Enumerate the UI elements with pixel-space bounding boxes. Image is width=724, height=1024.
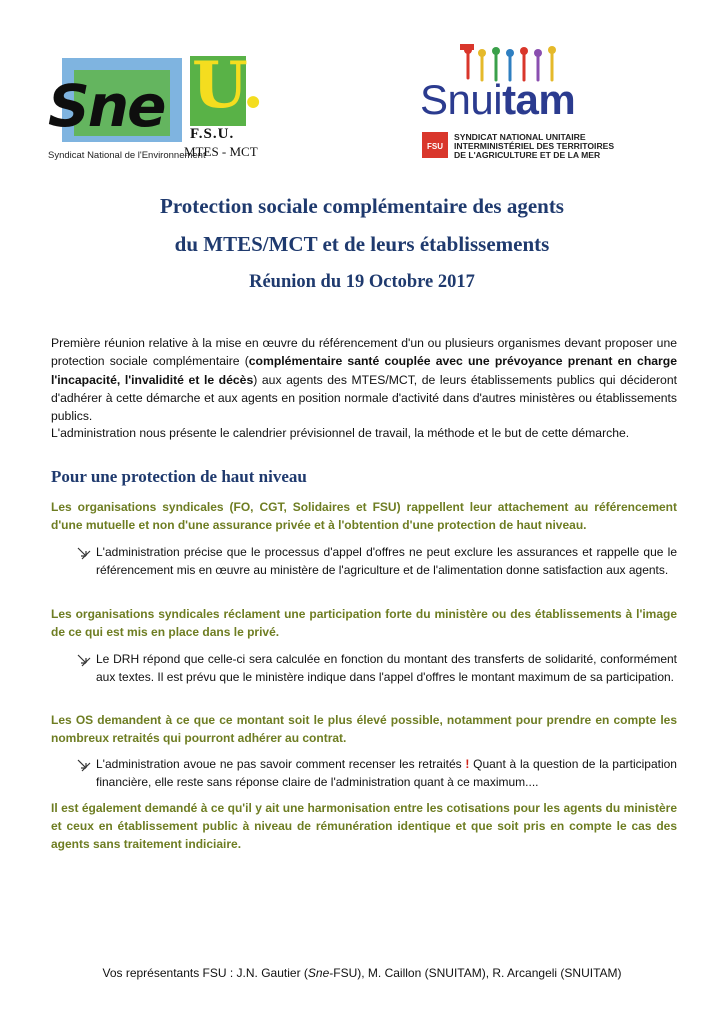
ministry-label: MTES - MCT — [184, 144, 258, 159]
arrow-bullet-icon — [76, 757, 92, 773]
u-emblem — [184, 48, 265, 126]
u-letter: U. — [192, 48, 265, 123]
fsu-label: F.S.U. — [190, 126, 235, 142]
fsu-badge-icon — [422, 132, 448, 158]
snuitam-line2: INTERMINISTÉRIEL DES TERRITOIRES — [454, 141, 615, 151]
representatives-footer: Vos représentants FSU : J.N. Gautier (Sne-FSU), M. Caillon (SNUITAM), R. Arcangeli (SNUITAM) — [102, 966, 622, 980]
intro-paragraph-2: L'administration nous présente le calendrier prévisionnel de travail, la méthode et le but de cette démarche. — [51, 426, 630, 440]
union-claim-1: Les organisations syndicales (FO, CGT, Solidaires et FSU) rappellent leur attachement au référencement d'une mutuelle et non d'une assurance privée et à l'obtention d'une protection de haut niveau. — [51, 500, 677, 533]
union-claim-3: Les OS demandent à ce que ce montant soit le plus élevé possible, notamment pour prendre en compte les nombreux retraités qui pourront adhérer au contrat. — [51, 713, 677, 746]
sne-fsu-logo — [48, 48, 265, 168]
document-title-line2: du MTES/MCT et de leurs établissements — [174, 232, 550, 256]
union-claim-2: Les organisations syndicales réclament une participation forte du ministère ou des établissements à l'image de ce qui est mis en place dans le privé. — [51, 607, 677, 640]
intro-paragraph: Première réunion relative à la mise en œuvre du référencement d'un ou plusieurs organismes devant proposer une protection sociale complémentaire (complémentaire santé couplée avec une prévoyance prenant en charge l'incapacité, l'invalidité et le décès) aux agents des MTES/MCT, de leurs établissements publics qui décideront d'adhérer à cette démarche et aux agents en position normale d'activité dans d'autres ministères ou établissements publics. — [51, 336, 678, 424]
administration-response-3: L'administration avoue ne pas savoir comment recenser les retraités ! Quant à la question de la participation financière, elle reste sans réponse claire de l'administration quant à ce maximum.... — [96, 757, 677, 790]
document-title-line1: Protection sociale complémentaire des agents — [160, 194, 564, 218]
union-claim-4: Il est également demandé à ce qu'il y ait une harmonisation entre les cotisations pour les agents du ministère et ceux en établissement public à niveau de rémunération identique et que soit pris en compte le cas des agents sans traitement indiciaire. — [51, 801, 677, 852]
sne-wordmark: Sne — [48, 72, 165, 140]
sne-tagline: Syndicat National de l'Environnement — [48, 150, 206, 161]
svg-text:FSU: FSU — [427, 142, 443, 151]
drh-response-2: Le DRH répond que celle-ci sera calculée en fonction du montant des transferts de solidarité, conformément aux textes. Il est prévu que le ministère indique dans l'appel d'offres le montant maximum de sa participation. — [96, 652, 677, 685]
meeting-date: Réunion du 19 Octobre 2017 — [249, 272, 475, 292]
snuitam-line1: SYNDICAT NATIONAL UNITAIRE — [454, 132, 586, 142]
administration-response-1: L'administration précise que le processus d'appel d'offres ne peut exclure les assurances et rappelle que le référencement mis en œuvre au ministère de l'agriculture et de l'alimentation donne satisfaction aux agents. — [96, 545, 677, 578]
snuitam-line3: DE L'AGRICULTURE ET DE LA MER — [454, 150, 601, 160]
arrow-bullet-icon — [76, 545, 92, 561]
snuitam-logo — [420, 44, 680, 164]
section-heading: Pour une protection de haut niveau — [51, 467, 307, 486]
arrow-bullet-icon — [76, 652, 92, 668]
snuitam-wordmark: Snuitam — [420, 76, 576, 123]
